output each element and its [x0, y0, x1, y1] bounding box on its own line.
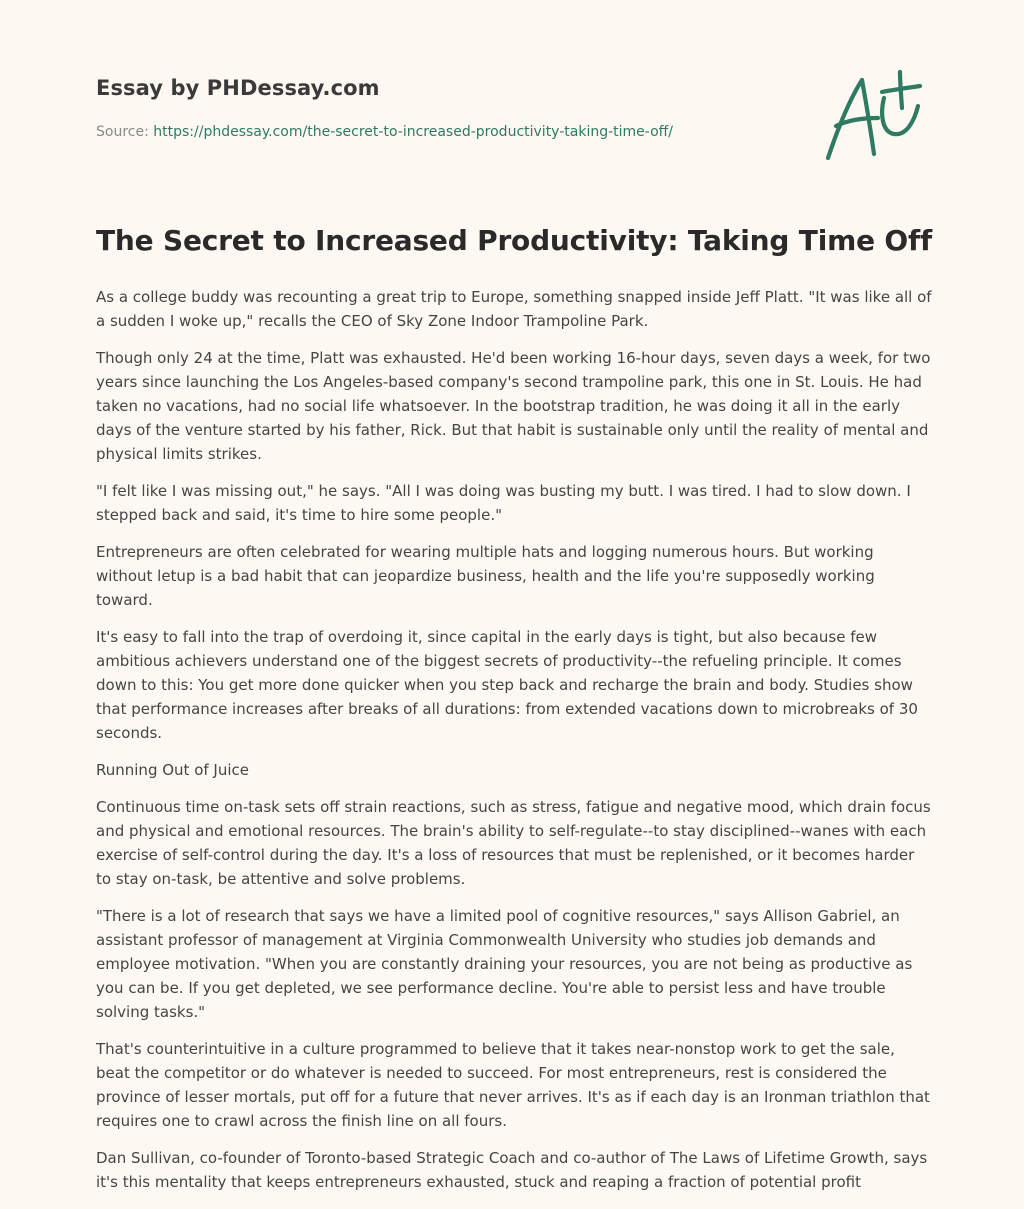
site-title: Essay by PHDessay.com: [96, 76, 380, 100]
paragraph: Though only 24 at the time, Platt was exhausted. He'd been working 16-hour days, seven days a week, for two years since launching the Los Angeles-based company's second trampoline park, this one in St. Louis. He had taken no vacations, had no social life whatsoever. In the bootstrap tradition, he was doing it all in the early days of the venture started by his father, Rick. But that habit is sustainable only until the reality of mental and physical limits strikes.: [96, 349, 931, 463]
source-label: Source:: [96, 124, 154, 140]
paragraph: Continuous time on-task sets off strain reactions, such as stress, fatigue and negative mood, which drain focus and physical and emotional resources. The brain's ability to self-regulate--to stay disciplined--wanes with each exercise of self-control during the day. It's a loss of resources that must be replenished, or it becomes harder to stay on-task, be attentive and solve problems.: [96, 798, 931, 888]
source-line: [96, 124, 796, 140]
paragraph: It's easy to fall into the trap of overdoing it, since capital in the early days is tight, but also because few ambitious achievers understand one of the biggest secrets of productivity--the refueling principle. It comes down to this: You get more done quicker when you step back and recharge the brain and body. Studies show that performance increases after breaks of all durations: from extended vacations down to microbreaks of 30 seconds.: [96, 628, 918, 742]
section-heading: Running Out of Juice: [96, 761, 249, 779]
essay-body: [96, 285, 932, 1207]
a-plus-logo-icon: [822, 68, 928, 164]
source-link[interactable]: https://phdessay.com/the-secret-to-increased-productivity-taking-time-off/: [153, 124, 674, 140]
paragraph: Entrepreneurs are often celebrated for wearing multiple hats and logging numerous hours. But working without letup is a bad habit that can jeopardize business, health and the life you're supposedly working toward.: [96, 543, 875, 609]
paragraph: As a college buddy was recounting a great trip to Europe, something snapped inside Jeff Platt. "It was like all of a sudden I woke up," recalls the CEO of Sky Zone Indoor Trampoline Park.: [96, 288, 932, 330]
essay-title: The Secret to Increased Productivity: Taking Time Off: [96, 224, 932, 257]
paragraph: "There is a lot of research that says we have a limited pool of cognitive resources," says Allison Gabriel, an assistant professor of management at Virginia Commonwealth University who studies job demands and employee motivation. "When you are constantly draining your resources, you are not being as productive as you can be. If you get depleted, we see performance decline. You're able to persist less and have trouble solving tasks.": [96, 907, 913, 1021]
paragraph: Dan Sullivan, co-founder of Toronto-based Strategic Coach and co-author of The Laws of Lifetime Growth, says it's this mentality that keeps entrepreneurs exhausted, stuck and reaping a fraction of potential profit: [96, 1149, 928, 1191]
paragraph: "I felt like I was missing out," he says. "All I was doing was busting my butt. I was tired. I had to slow down. I stepped back and said, it's time to hire some people.": [96, 482, 911, 524]
header: [96, 76, 796, 140]
paragraph: That's counterintuitive in a culture programmed to believe that it takes near-nonstop work to get the sale, beat the competitor or do whatever is needed to succeed. For most entrepreneurs, rest is considered the province of lesser mortals, put off for a future that never arrives. It's as if each day is an Ironman triathlon that requires one to crawl across the finish line on all fours.: [96, 1040, 930, 1130]
